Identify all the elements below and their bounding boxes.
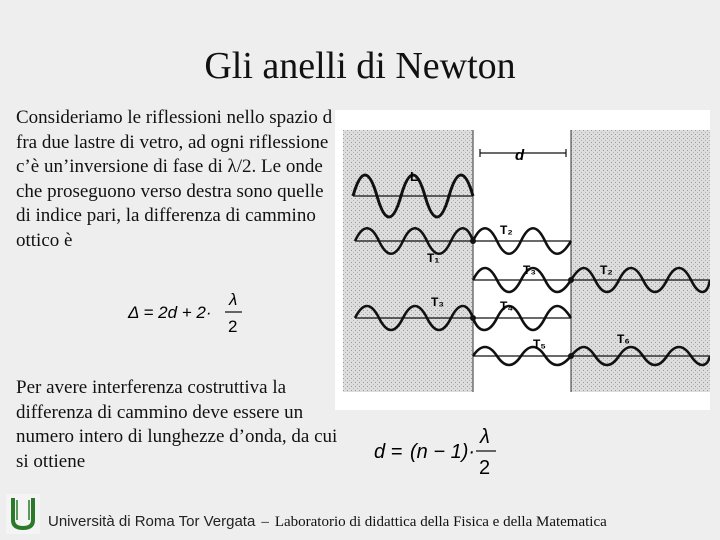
constructive-paragraph: Per avere interferenza costruttiva la differenza di cammino deve essere un numero intero di lunghezze d’onda, da cui si ottiene xyxy=(16,377,338,472)
label-L: L xyxy=(410,169,418,184)
label-T5: T₅ xyxy=(533,337,546,351)
label-T2-right: T₂ xyxy=(600,263,613,277)
formula2-numerator: λ xyxy=(480,426,490,448)
formula2-lhs: d = xyxy=(374,441,403,463)
formula1-lhs: Δ = 2d + 2· xyxy=(128,303,212,322)
formula1-numerator: λ xyxy=(229,290,238,309)
label-T6: T₆ xyxy=(617,332,630,346)
label-T3: T₃ xyxy=(523,263,536,277)
label-T3-left: T₃ xyxy=(431,295,444,309)
slide-title: Gli anelli di Newton xyxy=(204,45,516,87)
thickness-label: d xyxy=(515,147,525,164)
footer-lab: Laboratorio di didattica della Fisica e della Matematica xyxy=(274,514,607,530)
label-T1: T₁ xyxy=(427,251,440,265)
glass-plate-left xyxy=(343,130,473,392)
footer xyxy=(48,513,607,531)
university-logo xyxy=(6,494,40,534)
label-T4: T₄ xyxy=(500,299,514,313)
intro-paragraph: Consideriamo le riflessioni nello spazio d fra due lastre di vetro, ad ogni riflessione c’è un’inversione di fase di λ/2. Le onde che proseguono verso destra sono quelle di indice pari, la differenza di cammino ottico è xyxy=(16,107,333,251)
formula2-paren: (n − 1)· xyxy=(410,441,476,463)
newton-rings-diagram xyxy=(335,110,710,410)
formula1-denominator: 2 xyxy=(228,317,238,336)
footer-university: Università di Roma Tor Vergata xyxy=(48,513,256,530)
path-difference-formula xyxy=(126,288,256,345)
thickness-formula xyxy=(372,424,502,489)
formula2-denominator: 2 xyxy=(479,457,491,479)
footer-separator: – xyxy=(261,514,269,530)
label-T2: T₂ xyxy=(500,223,513,237)
